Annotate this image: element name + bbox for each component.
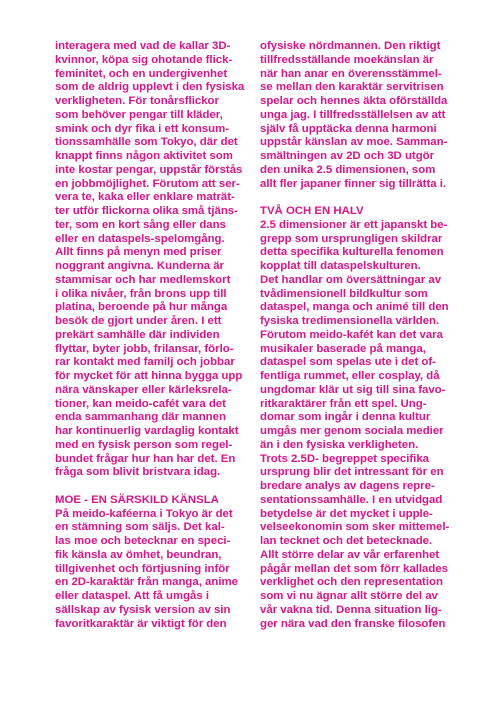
right-column	[260, 40, 456, 631]
text-line: inte kostar pengar, uppstår förstås	[55, 163, 243, 176]
text-line: som vi nu ägnar allt större del av	[260, 590, 438, 602]
text-line: 2.5 dimensioner är ett japanskt be-	[260, 218, 448, 231]
text-line: grepp som ursprungligen skildrar	[260, 232, 443, 245]
text-line: eller en dataspels-spelomgång.	[55, 232, 225, 245]
text-line: när han anar en överensstämmel-	[260, 67, 442, 80]
text-line: las moe och betecknar en speci-	[55, 535, 231, 547]
text-line: pågår mellan det som förr kallades	[260, 562, 449, 575]
section-heading-two-and-a-half: TVÅ OCH EN HALV	[260, 205, 364, 217]
text-line: flyttar, byter jobb, frilansar, förlo-	[55, 342, 234, 355]
left-column	[55, 40, 245, 631]
text-line: rar kontakt med familj och jobbar	[55, 356, 235, 369]
text-line: detta specifika kulturella fenomen	[260, 246, 444, 259]
text-line: Trots 2.5D- begreppet specifika	[260, 452, 430, 465]
text-line: smink och dyr fika i ett konsum-	[55, 122, 230, 135]
text-line: noggrant angivna. Kunderna är	[55, 260, 224, 272]
text-line: knappt finns någon aktivitet som	[55, 150, 233, 162]
text-line: en stämning som säljs. Det kal-	[55, 521, 225, 534]
text-line: Förutom meido-kafét kan det vara	[260, 328, 443, 341]
text-line: nära vänskaper eller kärleksrela-	[55, 383, 232, 396]
text-line: prekärt samhälle där individen	[55, 328, 220, 341]
text-line: se mellan den karaktär servitrisen	[260, 81, 444, 94]
text-line: ger nära vad den franske filosofen	[260, 617, 446, 630]
text-line: platina, beroende på hur många	[55, 301, 228, 314]
text-line: en 2D-karaktär från manga, anime	[55, 576, 238, 589]
text-line: ter, som en kort sång eller dans	[55, 218, 226, 231]
text-line: tillgivenhet och förtjusning inför	[55, 562, 230, 575]
text-line: umgås mer genom sociala medier	[260, 425, 444, 437]
text-line: kvinnor, köpa sig ohotande flick-	[55, 53, 233, 66]
text-line: tvådimensionell bildkultur som	[260, 287, 428, 300]
text-line: eller dataspel. Att få umgås i	[55, 590, 210, 602]
text-line: med en fysisk person som regel-	[55, 438, 233, 451]
text-line: ungdomar klär ut sig till sina favo-	[260, 383, 446, 396]
text-line: som de aldrig upplevt i den fysiska	[55, 81, 245, 94]
text-line: lan tecknet och det betecknade.	[260, 535, 433, 547]
text-line: På meido-kaféerna i Tokyo är det	[55, 507, 233, 520]
text-line: kopplat till dataspelskulturen.	[260, 260, 421, 272]
text-line: den unika 2.5 dimensionen, som	[260, 163, 436, 176]
left-paragraph-1	[55, 40, 245, 480]
text-line: ursprung blir det intressant för en	[260, 466, 444, 479]
text-line: Det handlar om översättningar av	[260, 273, 442, 286]
text-line: än i den fysiska verkligheten.	[260, 438, 419, 451]
text-line: verklighet och den representation	[260, 576, 443, 589]
text-line: domar som ingår i denna kultur	[260, 411, 431, 424]
text-line: stammisar och har medlemskort	[55, 273, 231, 286]
text-line: tillfredsställande moekänslan är	[260, 53, 434, 66]
paragraph-gap	[55, 480, 245, 494]
text-line: musikaler baserade på manga,	[260, 342, 426, 355]
text-line: vår vakna tid. Denna situation lig-	[260, 603, 442, 616]
text-line: har kontinuerlig vardaglig kontakt	[55, 425, 239, 437]
text-line: sällskap av fysisk version av sin	[55, 603, 231, 616]
text-line: interagera med vad de kallar 3D-	[55, 40, 231, 52]
text-line: dataspel, manga och animé till den	[260, 301, 449, 314]
text-line: en jobbmöjlighet. Förutom att ser-	[55, 177, 240, 190]
text-line: unga jag. I tillfredsställelsen av att	[260, 108, 446, 121]
text-line: tioner, kan meido-cafét vara det	[55, 397, 226, 410]
text-line: enda sammanhang där mannen	[55, 411, 226, 424]
text-line: Allt finns på menyn med priser	[55, 246, 222, 259]
text-line: som behöver pengar till kläder,	[55, 108, 223, 121]
text-line: feminitet, och en undergivenhet	[55, 67, 228, 80]
text-line: spelar och hennes äkta oförställda	[260, 95, 448, 107]
text-line: Allt större delar av vår erfarenhet	[260, 548, 440, 561]
text-line: fråga som blivit bristvara idag.	[55, 466, 221, 479]
text-line: tionssamhälle som Tokyo, där det	[55, 136, 238, 149]
text-line: ter utför flickorna olika små tjäns-	[55, 205, 238, 217]
text-line: själv få upptäcka denna harmoni	[260, 122, 437, 135]
text-line: för mycket för att hinna bygga upp	[55, 370, 243, 382]
text-line: fik känsla av ömhet, beundran,	[55, 548, 222, 561]
text-line: fysiska tredimensionella världen.	[260, 315, 440, 327]
text-line: vera te, kaka eller enklare maträt-	[55, 191, 235, 204]
text-line: sentationssamhälle. I en utvidgad	[260, 493, 443, 506]
text-line: dataspel som spelas ute i det of-	[260, 356, 436, 369]
text-line: besök de gjort under åren. I ett	[55, 315, 222, 327]
text-line: fentliga rummet, eller cosplay, då	[260, 370, 440, 382]
text-line: bundet frågar hur han har det. En	[55, 452, 236, 465]
section-heading-moe: MOE - EN SÄRSKILD KÄNSLA	[55, 493, 219, 506]
text-line: favoritkaraktär är viktigt för den	[55, 617, 227, 630]
text-line: ofysiske nördmannen. Den riktigt	[260, 40, 441, 52]
right-paragraph-2	[260, 219, 456, 632]
left-paragraph-2	[55, 508, 245, 632]
text-line: betydelse är det mycket i upple-	[260, 507, 433, 520]
text-line: verkligheten. För tonårsflickor	[55, 95, 219, 107]
text-line: allt fler japaner finner sig tillrätta i.	[260, 177, 447, 190]
text-line: smältningen av 2D och 3D utgör	[260, 150, 435, 162]
text-line: i olika nivåer, från brons upp till	[55, 287, 227, 300]
text-line: ritkaraktärer från ett spel. Ung-	[260, 397, 427, 410]
paragraph-gap	[260, 191, 456, 205]
text-line: uppstår känslan av moe. Samman-	[260, 136, 448, 149]
right-paragraph-1	[260, 40, 456, 191]
text-line: velseekonomin som sker mittemel-	[260, 521, 450, 534]
text-line: bredare analys av dagens repre-	[260, 480, 435, 492]
